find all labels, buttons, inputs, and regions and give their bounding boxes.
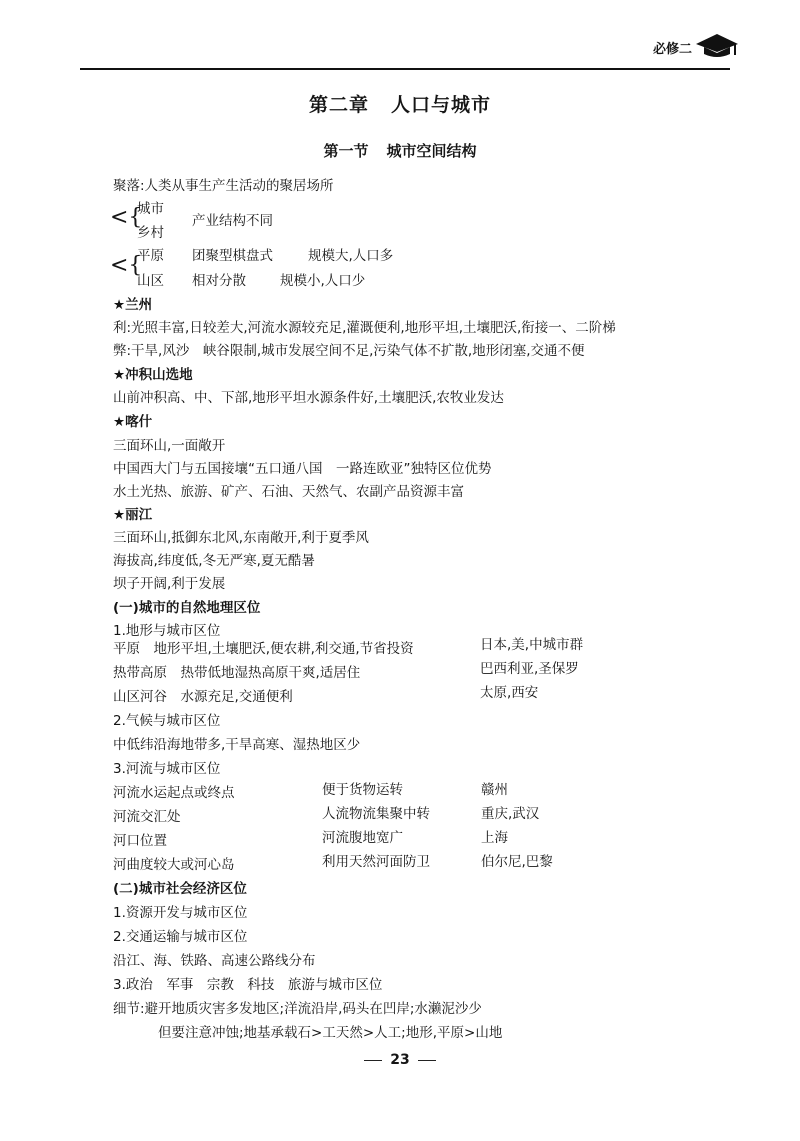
village-label: 乡村	[137, 225, 164, 241]
river-example: 上海	[481, 830, 508, 846]
page-number	[0, 1052, 800, 1068]
lijiang-line-2: 海拔高,纬度低,冬无严寒,夏无酷暑	[113, 553, 315, 569]
kashgar-line-1: 三面环山,一面敞开	[113, 438, 226, 454]
alluvial-text: 山前冲积高、中、下部,地形平坦水源条件好,土壤肥沃,农牧业发达	[113, 390, 504, 406]
river-place: 河流水运起点或终点	[113, 785, 235, 801]
river-place: 河曲度较大或河心岛	[113, 857, 235, 873]
river-reason: 河流腹地宽广	[322, 830, 403, 846]
resource-title: 1.资源开发与城市区位	[113, 905, 248, 921]
transport-title: 2.交通运输与城市区位	[113, 929, 248, 945]
page-number-value: 23	[390, 1052, 410, 1068]
detail-line-2: 但要注意冲蚀;地基承载石>工天然>人工;地形,平原>山地	[158, 1025, 503, 1041]
kashgar-line-3: 水土光热、旅游、矿产、石油、天然气、农副产品资源丰富	[113, 484, 464, 500]
terrain-tropic-example: 巴西利亚,圣保罗	[480, 661, 579, 677]
brace-icon: <{	[110, 205, 143, 230]
chapter-number: 第二章	[308, 94, 369, 116]
lanzhou-advantages: 利:光照丰富,日较差大,河流水源较充足,灌溉便利,地形平坦,土壤肥沃,衔接一、二阶梯	[113, 320, 616, 336]
header-label: 必修二	[652, 42, 692, 57]
river-place: 河口位置	[113, 833, 167, 849]
plain-scale: 规模大,人口多	[308, 248, 394, 264]
social-location-title: (二)城市社会经济区位	[113, 881, 247, 897]
natural-location-title: (一)城市的自然地理区位	[113, 600, 261, 616]
river-example: 伯尔尼,巴黎	[481, 854, 553, 870]
section-name: 城市空间结构	[386, 142, 477, 160]
plain-form: 团聚型棋盘式	[192, 248, 273, 264]
brace-icon: <{	[110, 253, 143, 278]
terrain-valley: 山区河谷 水源充足,交通便利	[113, 689, 293, 705]
detail-line-1: 细节:避开地质灾害多发地区;洋流沿岸,码头在凹岸;水濑泥沙少	[113, 1001, 482, 1017]
lijiang-heading: ★丽江	[113, 507, 153, 523]
mountain-label: 山区	[137, 273, 164, 289]
city-label: 城市	[137, 201, 164, 217]
kashgar-heading: ★喀什	[113, 414, 153, 430]
kashgar-line-2: 中国西大门与五国接壤“五口通八国 一路连欧亚”独特区位优势	[113, 461, 492, 477]
lanzhou-disadvantages: 弊:干旱,风沙 峡谷限制,城市发展空间不足,污染气体不扩散,地形闭塞,交通不便	[113, 343, 585, 359]
lanzhou-heading: ★兰州	[113, 297, 153, 313]
header-rule	[80, 68, 730, 70]
terrain-title: 1.地形与城市区位	[113, 623, 221, 639]
chapter-title	[0, 90, 800, 117]
section-title	[0, 140, 800, 161]
terrain-plain: 平原 地形平坦,土壤肥沃,便农耕,利交通,节省投资	[113, 641, 414, 657]
terrain-plain-example: 日本,美,中城市群	[480, 637, 584, 653]
river-example: 赣州	[481, 782, 508, 798]
chapter-name: 人口与城市	[391, 94, 492, 116]
terrain-tropic: 热带高原 热带低地湿热高原干爽,适居住	[113, 665, 361, 681]
river-title: 3.河流与城市区位	[113, 761, 221, 777]
river-place: 河流交汇处	[113, 809, 181, 825]
plain-label: 平原	[137, 248, 164, 264]
alluvial-heading: ★冲积山选地	[113, 367, 193, 383]
climate-title: 2.气候与城市区位	[113, 713, 221, 729]
transport-text: 沿江、海、铁路、高速公路线分布	[113, 953, 316, 969]
mountain-form: 相对分散	[192, 273, 246, 289]
terrain-valley-example: 太原,西安	[480, 685, 539, 701]
river-reason: 人流物流集聚中转	[322, 806, 430, 822]
settlement-definition: 聚落:人类从事生产生活动的聚居场所	[113, 178, 334, 194]
graduation-cap-icon	[694, 30, 740, 60]
politics-title: 3.政治 军事 宗教 科技 旅游与城市区位	[113, 977, 383, 993]
climate-text: 中低纬沿海地带多,干旱高寒、湿热地区少	[113, 737, 361, 753]
river-reason: 便于货物运转	[322, 782, 403, 798]
industry-difference: 产业结构不同	[192, 213, 273, 229]
lijiang-line-3: 坝子开阔,利于发展	[113, 576, 226, 592]
mountain-scale: 规模小,人口少	[280, 273, 366, 289]
section-number: 第一节	[323, 142, 369, 160]
river-reason: 利用天然河面防卫	[322, 854, 430, 870]
river-example: 重庆,武汉	[481, 806, 540, 822]
lijiang-line-1: 三面环山,抵御东北风,东南敞开,利于夏季风	[113, 530, 369, 546]
